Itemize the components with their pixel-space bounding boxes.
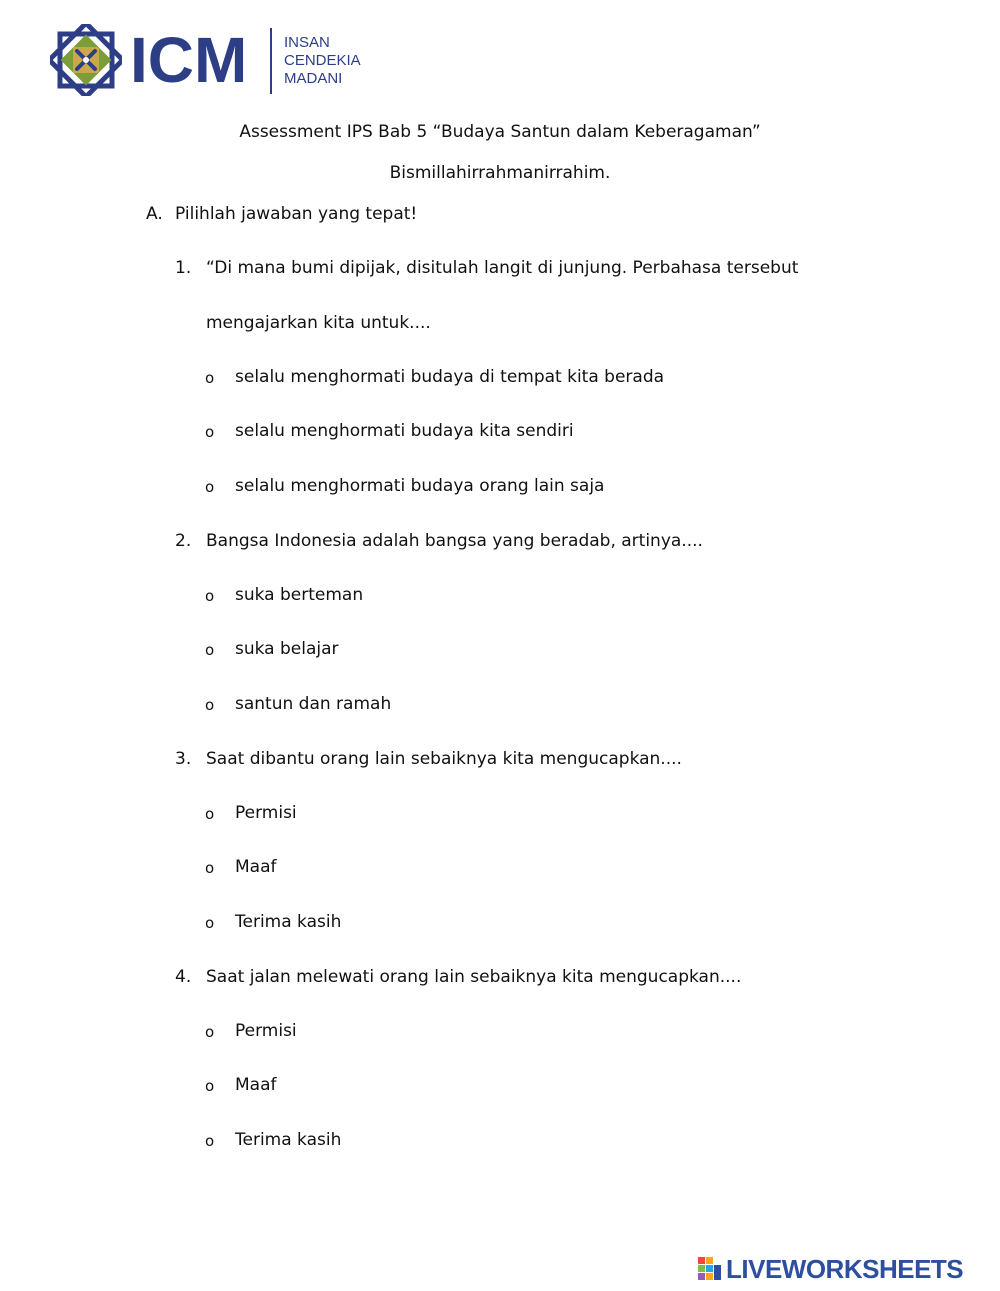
- answer-option[interactable]: suka berteman: [235, 585, 364, 605]
- page-subtitle: Bismillahirrahmanirrahim.: [389, 163, 611, 183]
- liveworksheets-blocks-icon: [698, 1257, 722, 1281]
- logo-sub-line: CENDEKIA: [284, 52, 361, 69]
- question-number: 1.: [175, 258, 192, 278]
- question-text: Bangsa Indonesia adalah bangsa yang beradab, artinya....: [206, 531, 703, 551]
- option-bullet[interactable]: o: [205, 587, 215, 605]
- question-text: “Di mana bumi dipijak, disitulah langit di junjung. Perbahasa tersebut: [206, 258, 799, 278]
- answer-option[interactable]: Permisi: [235, 1021, 297, 1041]
- option-bullet[interactable]: o: [205, 641, 215, 659]
- option-bullet[interactable]: o: [205, 914, 215, 932]
- question-number: 2.: [175, 531, 192, 551]
- option-bullet[interactable]: o: [205, 369, 215, 387]
- question-text: mengajarkan kita untuk....: [206, 313, 431, 333]
- liveworksheets-wordmark: LIVEWORKSHEETS: [726, 1254, 964, 1284]
- question-text: Saat jalan melewati orang lain sebaiknya kita mengucapkan....: [206, 967, 742, 987]
- option-bullet[interactable]: o: [205, 859, 215, 877]
- option-bullet[interactable]: o: [205, 423, 215, 441]
- answer-option[interactable]: selalu menghormati budaya di tempat kita berada: [235, 367, 665, 387]
- logo-sub-line: INSAN: [284, 34, 330, 51]
- section-instruction: Pilihlah jawaban yang tepat!: [175, 204, 418, 224]
- logo-sub-line: MADANI: [284, 70, 343, 87]
- logo-divider: [270, 28, 272, 94]
- question-number: 4.: [175, 967, 192, 987]
- answer-option[interactable]: suka belajar: [235, 639, 339, 659]
- icm-logo: [50, 22, 360, 98]
- option-bullet[interactable]: o: [205, 1077, 215, 1095]
- option-bullet[interactable]: o: [205, 1132, 215, 1150]
- answer-option[interactable]: Terima kasih: [235, 912, 342, 932]
- option-bullet[interactable]: o: [205, 696, 215, 714]
- icm-emblem-icon: [50, 24, 122, 96]
- question-text: Saat dibantu orang lain sebaiknya kita mengucapkan....: [206, 749, 682, 769]
- question-number: 3.: [175, 749, 192, 769]
- answer-option[interactable]: Terima kasih: [235, 1130, 342, 1150]
- option-bullet[interactable]: o: [205, 478, 215, 496]
- answer-option[interactable]: Permisi: [235, 803, 297, 823]
- option-bullet[interactable]: o: [205, 805, 215, 823]
- answer-option[interactable]: selalu menghormati budaya kita sendiri: [235, 421, 574, 441]
- answer-option[interactable]: Maaf: [235, 1075, 277, 1095]
- answer-option[interactable]: selalu menghormati budaya orang lain saja: [235, 476, 605, 496]
- section-letter: A.: [146, 204, 163, 224]
- answer-option[interactable]: santun dan ramah: [235, 694, 392, 714]
- answer-option[interactable]: Maaf: [235, 857, 277, 877]
- logo-wordmark: ICM: [130, 24, 248, 96]
- option-bullet[interactable]: o: [205, 1023, 215, 1041]
- page-title: Assessment IPS Bab 5 “Budaya Santun dalam Keberagaman”: [239, 122, 761, 142]
